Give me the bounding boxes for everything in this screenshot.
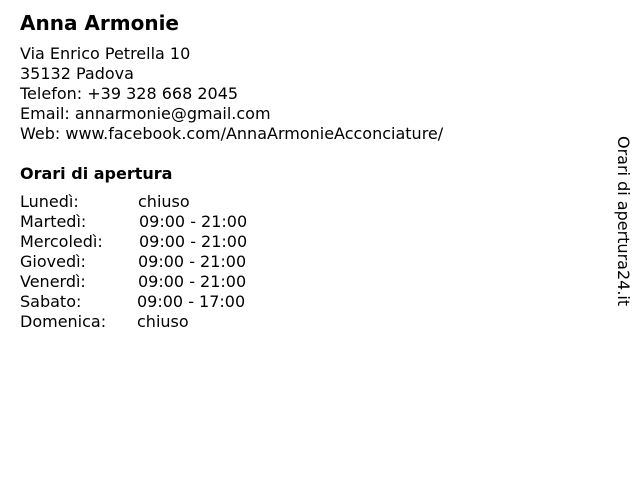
hours-row-mercoledi: [20, 232, 600, 252]
hours-time: 09:00 - 21:00: [139, 212, 248, 231]
site-watermark: Orari di apertura24.it: [614, 136, 633, 307]
hours-time: 09:00 - 17:00: [137, 292, 246, 311]
web-line: Web: www.facebook.com/AnnaArmonieAcconciature/: [20, 124, 444, 143]
hours-day: Martedì:: [20, 212, 87, 231]
hours-day: Mercoledì:: [20, 232, 103, 251]
hours-time: chiuso: [138, 192, 190, 211]
street-address: Via Enrico Petrella 10: [20, 44, 191, 63]
hours-time: 09:00 - 21:00: [139, 232, 248, 251]
hours-day: Lunedì:: [20, 192, 79, 211]
hours-time: 09:00 - 21:00: [138, 252, 247, 271]
hours-time: chiuso: [137, 312, 189, 331]
business-card: [20, 10, 600, 332]
email-line: Email: annarmonie@gmail.com: [20, 104, 271, 123]
opening-hours-title: Orari di apertura: [20, 164, 173, 183]
hours-row-domenica: [20, 312, 600, 332]
hours-day: Venerdì:: [20, 272, 86, 291]
hours-time: 09:00 - 21:00: [138, 272, 247, 291]
hours-row-venerdi: [20, 272, 600, 292]
hours-row-giovedi: [20, 252, 600, 272]
hours-day: Giovedì:: [20, 252, 86, 271]
opening-hours-table: [20, 192, 600, 332]
hours-row-sabato: [20, 292, 600, 312]
hours-day: Domenica:: [20, 312, 107, 331]
hours-day: Sabato:: [20, 292, 82, 311]
contact-block: [20, 44, 600, 144]
business-name: Anna Armonie: [20, 11, 179, 35]
city-postcode: 35132 Padova: [20, 64, 134, 83]
phone-line: Telefon: +39 328 668 2045: [20, 84, 239, 103]
hours-row-lunedi: [20, 192, 600, 212]
hours-row-martedi: [20, 212, 600, 232]
